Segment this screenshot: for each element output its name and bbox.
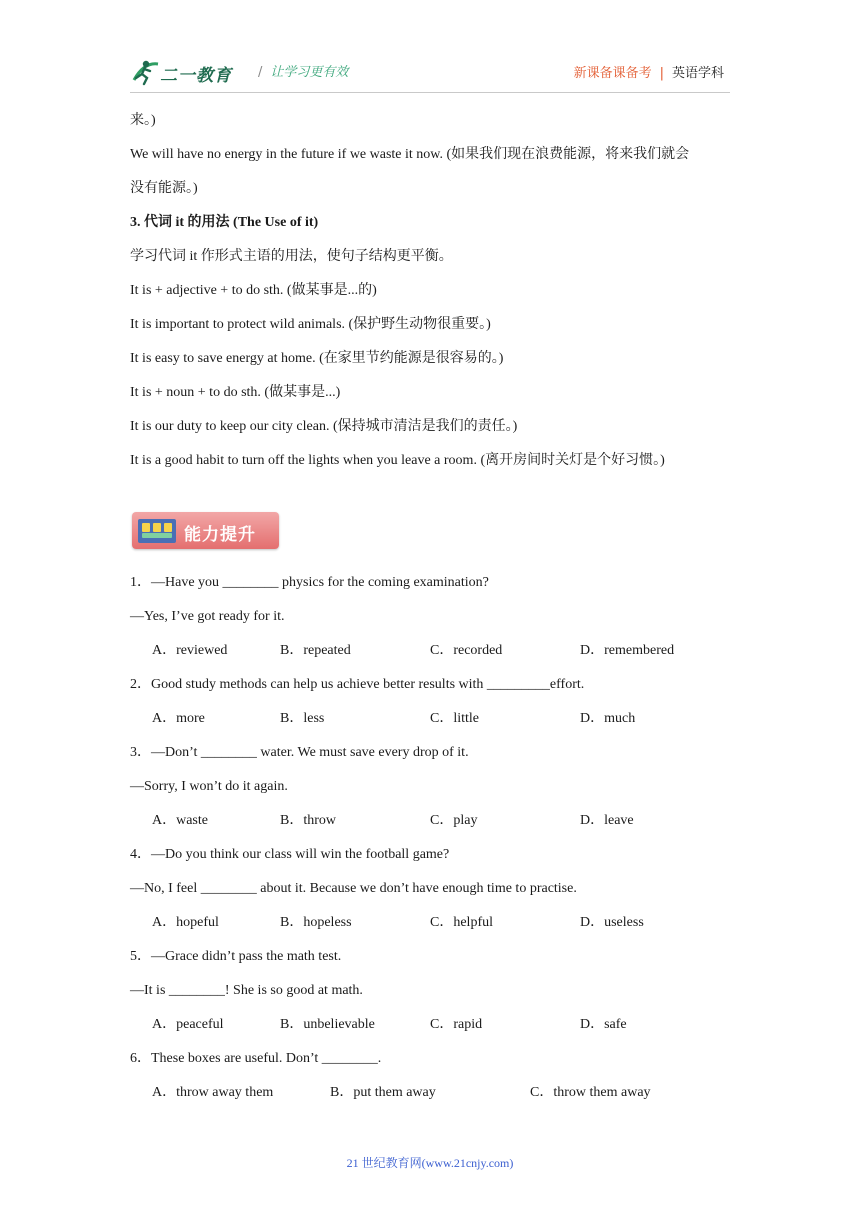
answer-option[interactable]: C．throw them away [530, 1085, 651, 1100]
question-stem: 5．—Grace didn’t pass the math test. [130, 949, 342, 964]
answer-option[interactable]: A．waste [152, 813, 208, 828]
note-line: It is + noun + to do sth. (做某事是...) [130, 385, 341, 400]
question-reply: —It is ________! She is so good at math. [130, 983, 363, 998]
answer-option[interactable]: B．repeated [280, 643, 351, 658]
answer-option[interactable]: B．unbelievable [280, 1017, 375, 1032]
answer-option[interactable]: B．throw [280, 813, 336, 828]
question-item [130, 736, 740, 838]
note-line: It is our duty to keep our city clean. (保持城市清洁是我们的责任。) [130, 419, 518, 434]
note-line: It is + adjective + to do sth. (做某事是...的) [130, 283, 377, 298]
answer-option[interactable]: A．throw away them [152, 1085, 274, 1100]
question-stem: 1．—Have you ________ physics for the coming examination? [130, 575, 489, 590]
answer-option[interactable]: C．recorded [430, 643, 503, 658]
answer-option[interactable]: B．hopeless [280, 915, 352, 930]
page-footer: 21 世纪教育网(www.21cnjy.com) [346, 1156, 514, 1170]
question-item [130, 940, 740, 1042]
question-reply: —Yes, I’ve got ready for it. [130, 609, 285, 624]
answer-option[interactable]: C．little [430, 711, 479, 726]
question-reply: —No, I feel ________ about it. Because we don’t have enough time to practise. [130, 881, 577, 896]
answer-options [130, 906, 740, 940]
answer-option[interactable]: B．less [280, 711, 325, 726]
section-badge [132, 512, 279, 549]
note-line: 学习代词 it 作形式主语的用法，使句子结构更平衡。 [130, 249, 453, 264]
answer-option[interactable]: B．put them away [330, 1085, 436, 1100]
question-item [130, 668, 740, 736]
note-line: We will have no energy in the future if we waste it now. (如果我们现在浪费能源，将来我们就会 [130, 147, 690, 162]
answer-option[interactable]: C．helpful [430, 915, 493, 930]
note-line: 没有能源。) [130, 181, 198, 196]
question-stem: 6．These boxes are useful. Don’t ________. [130, 1051, 382, 1066]
note-line: 来。) [130, 113, 156, 128]
answer-option[interactable]: D．leave [580, 813, 634, 828]
runner-icon [130, 58, 160, 86]
answer-option[interactable]: A．more [152, 711, 205, 726]
answer-option[interactable]: A．hopeful [152, 915, 219, 930]
answer-options [130, 1076, 740, 1110]
slogan-text: 让学习更有效 [270, 65, 349, 80]
logo-text: 二一教育 [160, 66, 232, 85]
answer-options [130, 804, 740, 838]
question-stem: 2．Good study methods can help us achieve better results with _________effort. [130, 677, 585, 692]
header-slogan: / 让学习更有效 [258, 65, 349, 80]
answer-option[interactable]: D．useless [580, 915, 644, 930]
answer-option[interactable]: D．remembered [580, 643, 675, 658]
question-reply: —Sorry, I won’t do it again. [130, 779, 288, 794]
question-list [130, 566, 740, 1110]
header-separator: | [659, 66, 664, 81]
answer-option[interactable]: C．play [430, 813, 478, 828]
note-line: It is a good habit to turn off the lights when you leave a room. (离开房间时关灯是个好习惯。) [130, 453, 665, 468]
grammar-notes [130, 104, 740, 478]
brand-logo [130, 58, 240, 88]
blocks-icon [138, 519, 176, 543]
note-line: 3. 代词 it 的用法 (The Use of it) [130, 215, 319, 230]
note-line: It is easy to save energy at home. (在家里节约能源是很容易的。) [130, 351, 504, 366]
answer-option[interactable]: D．much [580, 711, 636, 726]
note-line: It is important to protect wild animals. (保护野生动物很重要。) [130, 317, 491, 332]
answer-option[interactable]: C．rapid [430, 1017, 483, 1032]
question-item [130, 838, 740, 940]
header-right [574, 62, 724, 81]
answer-option[interactable]: D．safe [580, 1017, 627, 1032]
question-stem: 3．—Don’t ________ water. We must save every drop of it. [130, 745, 469, 760]
page-header [130, 52, 730, 93]
question-item [130, 566, 740, 668]
header-tag: 新课备课备考 [573, 66, 652, 81]
answer-options [130, 702, 740, 736]
question-stem: 4．—Do you think our class will win the football game? [130, 847, 450, 862]
answer-options [130, 1008, 740, 1042]
answer-options [130, 634, 740, 668]
answer-option[interactable]: A．reviewed [152, 643, 228, 658]
header-subject: 英语学科 [671, 66, 724, 81]
question-item [130, 1042, 740, 1110]
section-badge-label: 能力提升 [184, 525, 256, 545]
answer-option[interactable]: A．peaceful [152, 1017, 224, 1032]
